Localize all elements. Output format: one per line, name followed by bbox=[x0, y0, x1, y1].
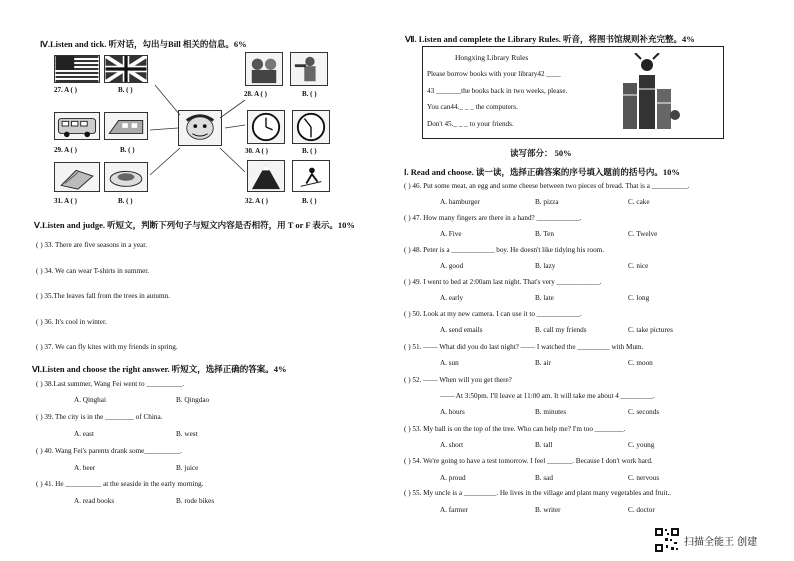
question-36: ( ) 36. It's cool in winter. bbox=[36, 318, 107, 326]
q51-option-c: C. moon bbox=[628, 359, 653, 367]
uk-flag-image bbox=[104, 55, 148, 83]
q47-option-a: A. Five bbox=[440, 230, 462, 238]
clock-a-image bbox=[247, 110, 285, 144]
library-rule-45: Don't 45._ _ _ to your friends. bbox=[427, 120, 514, 128]
clock-b-image bbox=[292, 110, 330, 144]
q52-option-b: B. minutes bbox=[535, 408, 567, 416]
q39-option-a: A. east bbox=[74, 430, 94, 438]
reading-writing-title: 读写部分： 50% bbox=[510, 148, 572, 158]
section-6-title: Ⅵ.Listen and choose the right answer. 听短文，选择正确的答案。4% bbox=[32, 364, 287, 374]
q41-option-b: B. rode bikes bbox=[176, 497, 215, 505]
label-32b: B. ( ) bbox=[302, 197, 317, 205]
question-53: ( ) 53. My ball is on the top of the tree. Who can help me? I'm too ________. bbox=[404, 425, 626, 433]
q54-option-c: C. nervous bbox=[628, 474, 660, 482]
bus-image bbox=[54, 112, 100, 140]
skiing-image bbox=[292, 160, 330, 192]
q48-option-c: C. nice bbox=[628, 262, 649, 270]
q53-option-a: A. short bbox=[440, 441, 464, 449]
label-30a: 30. A ( ) bbox=[245, 147, 268, 155]
q47-option-b: B. Ten bbox=[535, 230, 554, 238]
question-49: ( ) 49. I went to bed at 2:00am last night. That's very ____________. bbox=[404, 278, 602, 286]
question-41: ( ) 41. He __________ at the seaside in the early morning. bbox=[36, 480, 204, 488]
library-rules-title: Hongxing Library Rules bbox=[455, 53, 529, 62]
q55-option-c: C. doctor bbox=[628, 506, 655, 514]
label-29a: 29. A ( ) bbox=[54, 146, 77, 154]
scanner-watermark-text: 扫描全能王 创建 bbox=[684, 537, 758, 548]
library-rule-43: 43 _______the books back in two weeks, please. bbox=[427, 87, 568, 95]
q38-option-a: A. Qinghai bbox=[74, 396, 106, 404]
q46-option-c: C. cake bbox=[628, 198, 650, 206]
q52-option-a: A. hours bbox=[440, 408, 465, 416]
question-47: ( ) 47. How many fingers are there in a hand? ____________. bbox=[404, 214, 582, 222]
q49-option-a: A. early bbox=[440, 294, 464, 302]
q55-option-a: A. farmer bbox=[440, 506, 468, 514]
question-37: ( ) 37. We can fly kites with my friends in spring. bbox=[36, 343, 178, 351]
label-28b: B. ( ) bbox=[302, 90, 317, 98]
question-34: ( ) 34. We can wear T-shirts in summer. bbox=[36, 267, 150, 275]
q50-option-c: C. take pictures bbox=[628, 326, 673, 334]
q39-option-b: B. west bbox=[176, 430, 198, 438]
q55-option-b: B. writer bbox=[535, 506, 561, 514]
library-rule-44: You can44._ _ _ the computers. bbox=[427, 103, 518, 111]
q48-option-a: A. good bbox=[440, 262, 464, 270]
q49-option-c: C. long bbox=[628, 294, 650, 302]
q46-option-b: B. pizza bbox=[535, 198, 559, 206]
question-52: ( ) 52. —— When will you get there? bbox=[404, 376, 512, 384]
books-image bbox=[54, 162, 100, 192]
label-30b: B. ( ) bbox=[302, 147, 317, 155]
q46-option-a: A. hamburger bbox=[440, 198, 480, 206]
q51-option-a: A. sun bbox=[440, 359, 459, 367]
q49-option-b: B. late bbox=[535, 294, 554, 302]
label-32a: 32. A ( ) bbox=[245, 197, 268, 205]
label-27a: 27. A ( ) bbox=[54, 86, 77, 94]
question-55: ( ) 55. My uncle is a _________. He lives in the village and plant many vegetables and fruit.. bbox=[404, 489, 672, 497]
question-48: ( ) 48. Peter is a ____________ boy. He doesn't like tidying his room. bbox=[404, 246, 605, 254]
q50-option-b: B. call my friends bbox=[535, 326, 587, 334]
library-illustration-image bbox=[613, 53, 685, 133]
question-52-line-2: —— At 3:50pm. I'll leave at 11:00 am. It will take me about 4 _________. bbox=[440, 392, 655, 400]
library-rule-42: Please borrow books with your library42 ____ bbox=[427, 70, 561, 78]
q54-option-b: B. sad bbox=[535, 474, 553, 482]
section-4-title: Ⅳ.Listen and tick. 听对话，勾出与Bill 相关的信息。6% bbox=[40, 39, 247, 49]
food-plate-image bbox=[104, 162, 148, 192]
us-flag-image bbox=[54, 55, 100, 83]
q41-option-a: A. read books bbox=[74, 497, 115, 505]
library-rules-box bbox=[422, 46, 724, 139]
left-column bbox=[32, 0, 385, 561]
question-54: ( ) 54. We're going to have a test tomorrow. I feel _______. Because I don't work hard. bbox=[404, 457, 653, 465]
q48-option-b: B. lazy bbox=[535, 262, 556, 270]
label-31a: 31. A ( ) bbox=[54, 197, 77, 205]
qr-code-icon bbox=[654, 527, 680, 553]
q50-option-a: A. send emails bbox=[440, 326, 483, 334]
q47-option-c: C. Twelve bbox=[628, 230, 658, 238]
train-image bbox=[104, 112, 148, 140]
q52-option-c: C. seconds bbox=[628, 408, 660, 416]
question-39: ( ) 39. The city is in the ________ of China. bbox=[36, 413, 163, 421]
question-50: ( ) 50. Look at my new camera. I can use it to ____________. bbox=[404, 310, 582, 318]
section-1-title: Ⅰ. Read and choose. 读一读，选择正确答案的序号填入题前的括号内。10% bbox=[404, 167, 680, 177]
question-33: ( ) 33. There are five seasons in a year. bbox=[36, 241, 148, 249]
label-29b: B. ( ) bbox=[120, 146, 135, 154]
q51-option-b: B. air bbox=[535, 359, 551, 367]
label-28a: 28. A ( ) bbox=[244, 90, 267, 98]
section-7-title: Ⅶ. Listen and complete the Library Rules. 听音，将图书馆规则补充完整。4% bbox=[405, 34, 695, 44]
label-27b: B. ( ) bbox=[118, 86, 133, 94]
mountain-image bbox=[247, 160, 285, 192]
question-40: ( ) 40. Wang Fei's parents drank some__________. bbox=[36, 447, 183, 455]
section-5-title: Ⅴ.Listen and judge. 听短文，判断下列句子与短文内容是否相符，用 T or F 表示。10% bbox=[34, 220, 355, 230]
question-51: ( ) 51. —— What did you do last night? —— I watched the _________ with Mum. bbox=[404, 343, 644, 351]
q53-option-b: B. tall bbox=[535, 441, 553, 449]
q40-option-a: A. beer bbox=[74, 464, 96, 472]
question-46: ( ) 46. Put some meat, an egg and some cheese between two pieces of bread. That is a __________. bbox=[404, 182, 690, 190]
q38-option-b: B. Qingdao bbox=[176, 396, 210, 404]
question-35: ( ) 35.The leaves fall from the trees in autumn. bbox=[36, 292, 170, 300]
right-column bbox=[400, 0, 760, 561]
question-38: ( ) 38.Last summer, Wang Fei went to __________. bbox=[36, 380, 185, 388]
q53-option-c: C. young bbox=[628, 441, 655, 449]
q40-option-b: B. juice bbox=[176, 464, 199, 472]
q54-option-a: A. proud bbox=[440, 474, 466, 482]
label-31b: B. ( ) bbox=[118, 197, 133, 205]
